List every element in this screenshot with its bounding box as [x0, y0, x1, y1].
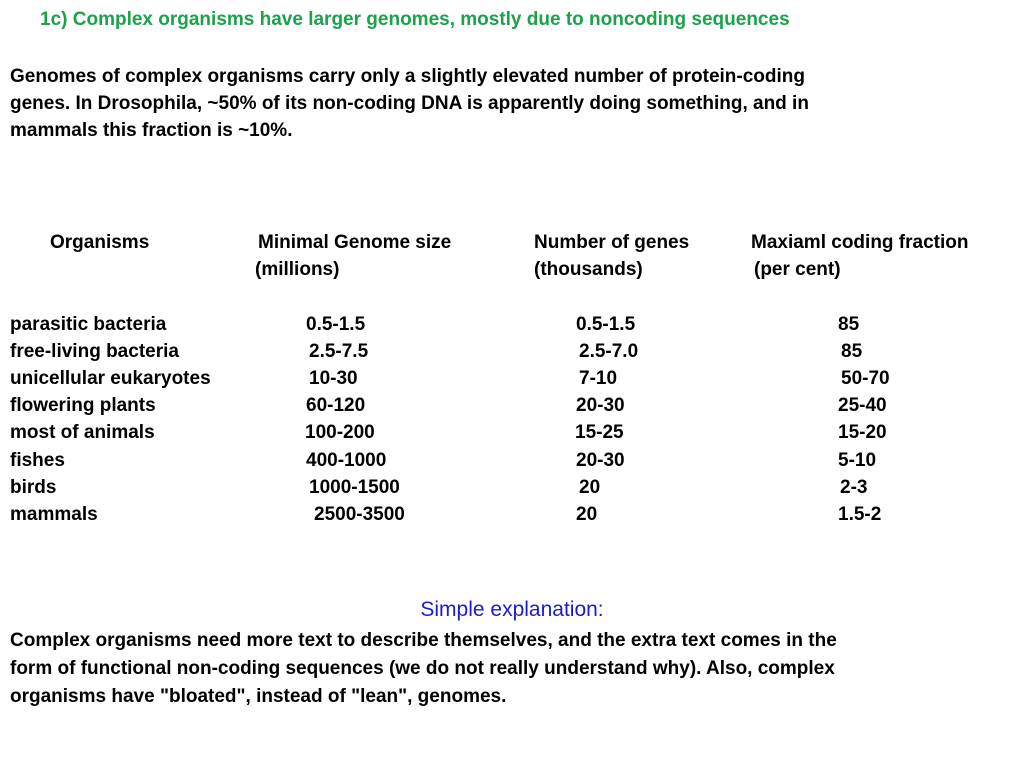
table-cell-genes: 20	[579, 477, 601, 498]
table-cell-coding-fraction: 15-20	[838, 422, 887, 443]
table-cell-coding-fraction: 1.5-2	[838, 504, 882, 525]
table-cell-organism: free-living bacteria	[10, 341, 179, 362]
table-cell-organism: mammals	[10, 504, 98, 525]
table-cell-genome-size: 100-200	[305, 422, 375, 443]
header-coding-fraction: Maxiaml coding fraction	[751, 232, 969, 253]
table-cell-genes: 2.5-7.0	[579, 341, 639, 362]
table-cell-organism: fishes	[10, 450, 65, 471]
table-cell-coding-fraction: 2-3	[840, 477, 868, 498]
intro-line: genes. In Drosophila, ~50% of its non-coding DNA is apparently doing something, and in	[10, 93, 809, 114]
table-cell-organism: flowering plants	[10, 395, 156, 416]
table-cell-coding-fraction: 5-10	[838, 450, 877, 471]
table-cell-organism: parasitic bacteria	[10, 314, 167, 335]
table-cell-genome-size: 2.5-7.5	[309, 341, 369, 362]
explanation-line: form of functional non-coding sequences (we do not really understand why). Also, complex	[10, 658, 835, 679]
table-cell-coding-fraction: 25-40	[838, 395, 887, 416]
intro-paragraph	[10, 63, 1015, 144]
intro-line: mammals this fraction is ~10%.	[10, 120, 293, 141]
header-genome-size: Minimal Genome size	[258, 232, 452, 253]
header-coding-fraction-unit: (per cent)	[754, 259, 841, 280]
intro-line: Genomes of complex organisms carry only a slightly elevated number of protein-coding	[10, 66, 806, 87]
table-cell-organism: unicellular eukaryotes	[10, 368, 211, 389]
table-cell-genes: 0.5-1.5	[576, 314, 636, 335]
header-gene-count: Number of genes	[534, 232, 690, 253]
table-cell-genome-size: 1000-1500	[309, 477, 400, 498]
table-cell-genome-size: 2500-3500	[314, 504, 405, 525]
table-cell-organism: most of animals	[10, 422, 155, 443]
table-cell-genes: 15-25	[575, 422, 624, 443]
explanation-line: Complex organisms need more text to describe themselves, and the extra text comes in the	[10, 630, 837, 651]
table-cell-coding-fraction: 85	[838, 314, 860, 335]
explanation-line: organisms have "bloated", instead of "lean", genomes.	[10, 686, 507, 707]
table-cell-genome-size: 60-120	[306, 395, 366, 416]
table-cell-organism: birds	[10, 477, 57, 498]
table-cell-genes: 20-30	[576, 395, 625, 416]
header-gene-count-unit: (thousands)	[534, 259, 643, 280]
table-cell-genes: 7-10	[579, 368, 618, 389]
header-organisms: Organisms	[50, 232, 150, 253]
table-cell-coding-fraction: 85	[841, 341, 863, 362]
table-cell-genome-size: 10-30	[309, 368, 358, 389]
table-cell-genome-size: 400-1000	[306, 450, 387, 471]
header-genome-size-unit: (millions)	[255, 259, 340, 280]
table-cell-coding-fraction: 50-70	[841, 368, 890, 389]
table-cell-genes: 20-30	[576, 450, 625, 471]
table-cell-genes: 20	[576, 504, 598, 525]
slide-title: 1c) Complex organisms have larger genomes, mostly due to noncoding sequences	[40, 9, 790, 30]
explanation-paragraph	[10, 627, 837, 711]
table-cell-genome-size: 0.5-1.5	[306, 314, 366, 335]
explanation-title: Simple explanation:	[420, 598, 604, 621]
